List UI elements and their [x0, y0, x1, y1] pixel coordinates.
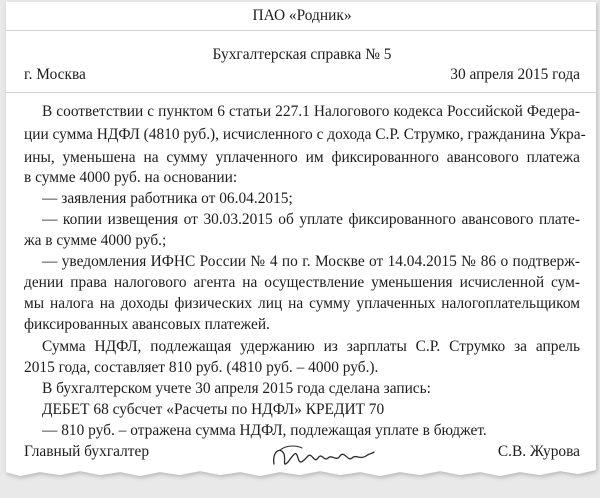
handwritten-signature: [268, 440, 378, 474]
city-date-row: [24, 65, 580, 84]
signer-name: С.В. Журова: [497, 443, 580, 460]
text-line: — копии извещения от 30.03.2015 об уплате фиксированного авансового плате-: [42, 211, 580, 228]
text-line: — 810 руб. – отражена сумма НДФЛ, подлежащая уплате в бюджет.: [42, 422, 487, 439]
list-item-application: — заявления работника от 06.04.2015;: [42, 190, 293, 207]
company-name: ПАО «Родник»: [252, 7, 352, 24]
city: г. Москва: [24, 66, 86, 83]
text-line: ции сумма НДФЛ (4810 руб.), исчисленного с дохода С.Р. Струмко, гражданина Укра-: [24, 126, 586, 143]
text-line: жа в сумме 4000 руб.;: [24, 232, 167, 249]
header-divider: [6, 30, 598, 31]
signer-position: Главный бухгалтер: [24, 443, 150, 460]
text-line: — уведомления ИФНС России № 4 по г. Москве от 14.04.2015 № 86 о подтверж-: [42, 253, 580, 270]
document-date: 30 апреля 2015 года: [450, 66, 580, 83]
text-line: ины, уменьшена на сумму уплаченного им фиксированного авансового платежа: [24, 149, 580, 166]
document-title: Бухгалтерская справка № 5: [212, 46, 392, 63]
text-line: дении права налогового агента на осуществление уменьшения исчисленной сум-: [24, 274, 580, 291]
text-line: 2015 года, составляет 810 руб. (4810 руб. – 4000 руб.).: [24, 359, 379, 376]
text-line: мы налога на доходы физических лиц на сумму уплаченных налогоплательщиком: [24, 295, 580, 312]
text-line: В соответствии с пунктом 6 статьи 227.1 Налогового кодекса Российской Федера-: [42, 103, 580, 120]
text-line: В бухгалтерском учете 30 апреля 2015 года сделана запись:: [42, 380, 431, 397]
text-line: Сумма НДФЛ, подлежащая удержанию из зарплаты С.Р. Струмко за апрель: [42, 338, 580, 355]
title-divider: [6, 92, 598, 93]
text-line: фиксированных авансовых платежей.: [24, 316, 270, 333]
text-line: в сумме 4000 руб. на основании:: [24, 169, 238, 186]
accounting-entry: ДЕБЕТ 68 субсчет «Расчеты по НДФЛ» КРЕДИТ 70: [42, 401, 385, 418]
